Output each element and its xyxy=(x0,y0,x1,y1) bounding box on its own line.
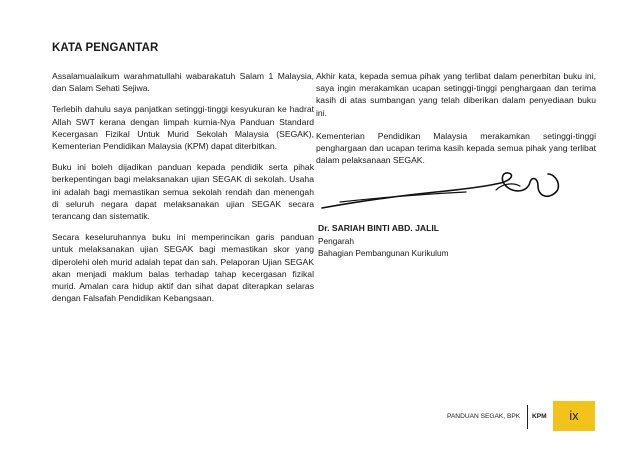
footer-publication: PANDUAN SEGAK, BPK xyxy=(447,413,521,420)
signatory-department: Bahagian Pembangunan Kurikulum xyxy=(318,248,449,258)
paragraph-purpose: Buku ini boleh dijadikan panduan kepada pendidik serta pihak berkepentingan bagi melaksanakan ujian SEGAK di sekolah. Usaha ini adalah bagi memastikan semua sekolah rendah dan menengah di seluruh negara dapat melaksanakan ujian SEGAK secara terancang dan sistematik. xyxy=(52,162,314,222)
footer-org: KPM xyxy=(532,413,547,420)
paragraph-summary: Secara keseluruhannya buku ini memperincikan garis panduan untuk melaksanakan ujian SEGAK bagi memastikan skor yang diperolehi oleh murid adalah tepat dan sah. Pelaporan Ujian SEGAK akan menjadi maklum balas terhadap tahap kecergasan fizikal murid. Amalan cara hidup aktif dan sihat dapat diterapkan selaras dengan Falsafah Pendidikan Kebangsaan. xyxy=(52,232,314,304)
right-column xyxy=(316,70,596,175)
signature-block xyxy=(316,172,592,262)
left-column xyxy=(52,70,314,313)
paragraph-greeting: Assalamualaikum warahmatullahi wabarakatuh Salam 1 Malaysia, dan Salam Sehati Sejiwa. xyxy=(52,71,314,94)
signatory-role: Pengarah xyxy=(318,236,354,246)
page-title: KATA PENGANTAR xyxy=(52,42,159,54)
paragraph-gratitude: Terlebih dahulu saya panjatkan setinggi-tinggi kesyukuran ke hadrat Allah SWT kerana dengan limpah kurnia-Nya Panduan Standard Kecergasan Fizikal Untuk Murid Sekolah Malaysia (SEGAK), Kementerian Pendidikan Malaysia (KPM) dapat diterbitkan. xyxy=(52,104,314,152)
signatory-name: Dr. SARIAH BINTI ABD. JALIL xyxy=(318,223,439,233)
paragraph-acknowledgement: Kementerian Pendidikan Malaysia merakamkan setinggi-tinggi penghargaan dan ucapan terima kasih kepada semua pihak yang terlibat dalam pelaksanaan SEGAK. xyxy=(316,130,596,166)
page-number: ix xyxy=(569,408,579,423)
footer-divider xyxy=(527,405,528,429)
paragraph-closing: Akhir kata, kepada semua pihak yang terlibat dalam penerbitan buku ini, saya ingin merakamkan ucapan setinggi-tinggi penghargaan dan terima kasih di atas sumbangan yang telah diberikan dalam penyediaan buku ini. xyxy=(316,71,596,118)
page-number-badge xyxy=(553,401,595,431)
